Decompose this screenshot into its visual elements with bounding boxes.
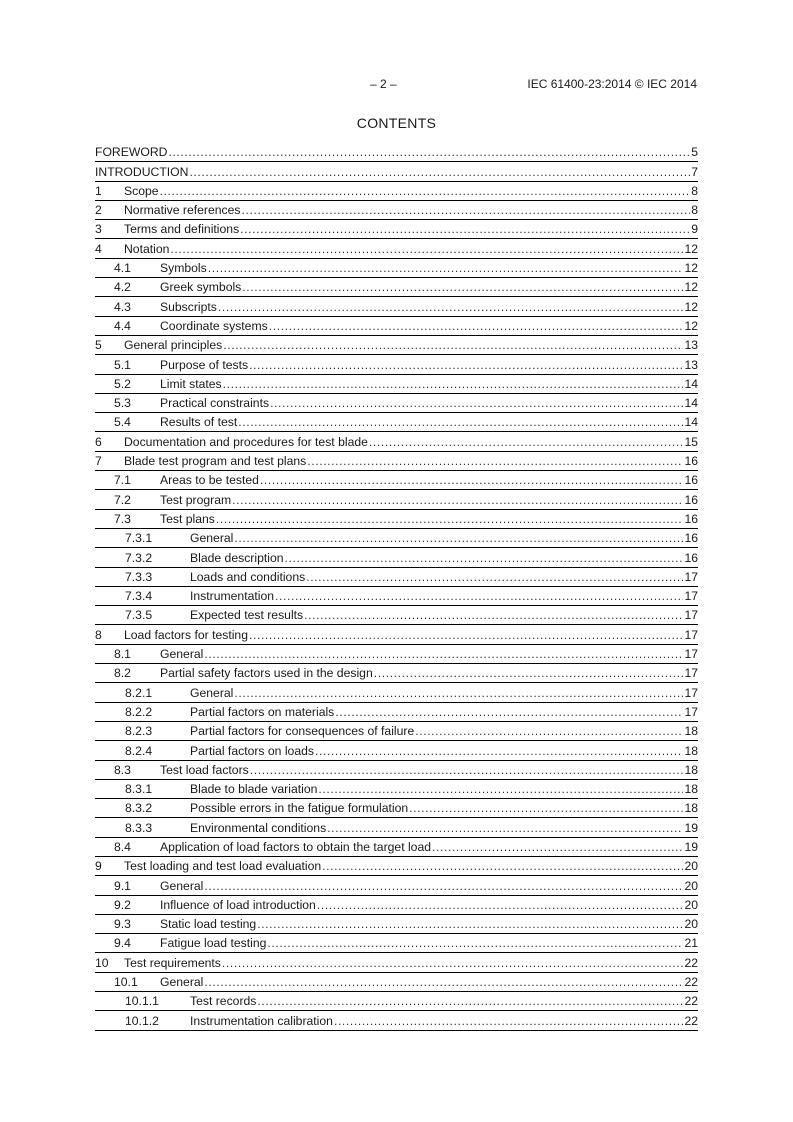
toc-dot-leader — [218, 300, 684, 314]
toc-dot-leader — [223, 377, 684, 391]
toc-entry[interactable] — [95, 452, 698, 471]
toc-dot-leader — [242, 203, 691, 217]
toc-entry-page: 15 — [684, 434, 698, 449]
toc-entry[interactable] — [95, 239, 698, 258]
toc-entry[interactable] — [95, 413, 698, 432]
toc-entry-page: 17 — [684, 627, 698, 642]
toc-entry[interactable] — [95, 780, 698, 799]
toc-entry-title: FOREWORD — [95, 145, 168, 160]
toc-entry-page: 17 — [684, 589, 698, 604]
toc-entry[interactable] — [95, 490, 698, 509]
toc-entry-number: 5.1 — [114, 357, 131, 372]
page-header — [0, 77, 793, 93]
toc-dot-leader — [160, 184, 691, 198]
toc-dot-leader — [257, 994, 683, 1008]
toc-entry-page: 22 — [684, 975, 698, 990]
toc-entry-title: Limit states — [160, 376, 222, 391]
toc-entry-page: 14 — [684, 415, 698, 430]
toc-entry-number: 8.2.1 — [125, 685, 153, 700]
toc-entry-title: Fatigue load testing — [160, 936, 267, 951]
toc-entry-page: 16 — [684, 492, 698, 507]
toc-entry-title: Instrumentation — [190, 589, 275, 604]
toc-entry[interactable] — [95, 934, 698, 953]
toc-dot-leader — [249, 628, 683, 642]
toc-entry-number: 8.1 — [114, 647, 131, 662]
toc-dot-leader — [270, 396, 683, 410]
toc-entry-number: 7.3.1 — [125, 531, 153, 546]
toc-entry[interactable] — [95, 973, 698, 992]
toc-entry[interactable] — [95, 162, 698, 181]
page-number: – 2 – — [370, 77, 397, 91]
toc-entry[interactable] — [95, 625, 698, 644]
toc-entry-number: 9.4 — [114, 936, 131, 951]
toc-entry[interactable] — [95, 201, 698, 220]
toc-entry-number: 7.1 — [114, 473, 131, 488]
toc-dot-leader — [267, 936, 683, 950]
toc-entry-page: 12 — [684, 318, 698, 333]
toc-dot-leader — [204, 879, 683, 893]
toc-entry-number: 7.3.2 — [125, 550, 153, 565]
toc-entry-title: Test records — [190, 994, 257, 1009]
toc-dot-leader — [269, 319, 684, 333]
toc-entry-number: 4.2 — [114, 280, 131, 295]
toc-entry[interactable] — [95, 278, 698, 297]
toc-entry-title: Blade to blade variation — [190, 782, 318, 797]
toc-entry[interactable] — [95, 741, 698, 760]
toc-entry-number: 7.3 — [114, 511, 131, 526]
toc-entry-number: 4.1 — [114, 261, 131, 276]
toc-entry-page: 20 — [684, 917, 698, 932]
toc-entry-number: 4.4 — [114, 318, 131, 333]
toc-entry-title: Partial factors for consequences of failure — [190, 724, 415, 739]
toc-dot-leader — [260, 473, 684, 487]
toc-entry-page: 22 — [684, 994, 698, 1009]
toc-entry-page: 18 — [684, 782, 698, 797]
toc-dot-leader — [432, 840, 683, 854]
toc-entry-title: Static load testing — [160, 917, 257, 932]
toc-dot-leader — [216, 512, 684, 526]
toc-dot-leader — [285, 551, 684, 565]
toc-entry[interactable] — [95, 838, 698, 857]
toc-entry[interactable] — [95, 375, 698, 394]
toc-entry-number: 7.3.4 — [125, 589, 153, 604]
toc-dot-leader — [317, 898, 684, 912]
toc-entry-page: 13 — [684, 338, 698, 353]
toc-entry[interactable] — [95, 471, 698, 490]
toc-dot-leader — [189, 165, 690, 179]
standard-identifier: IEC 61400-23:2014 © IEC 2014 — [527, 77, 697, 91]
toc-entry-number: 7.3.3 — [125, 569, 153, 584]
toc-entry-title: General — [190, 531, 234, 546]
toc-entry[interactable] — [95, 568, 698, 587]
toc-entry-title: Terms and definitions — [124, 222, 240, 237]
toc-dot-leader — [322, 859, 683, 873]
toc-entry[interactable] — [95, 876, 698, 895]
toc-dot-leader — [335, 705, 683, 719]
toc-entry-number: 5.4 — [114, 415, 131, 430]
toc-entry[interactable] — [95, 915, 698, 934]
toc-entry[interactable] — [95, 510, 698, 529]
toc-dot-leader — [306, 570, 683, 584]
table-of-contents — [95, 143, 698, 1031]
toc-dot-leader — [222, 956, 684, 970]
toc-entry-page: 17 — [684, 704, 698, 719]
toc-entry-number: 8 — [95, 627, 102, 642]
toc-entry-title: Application of load factors to obtain the target load — [160, 839, 432, 854]
toc-entry-number: 8.3.3 — [125, 820, 153, 835]
toc-entry-number: 10 — [95, 955, 109, 970]
toc-entry-title: General — [160, 975, 204, 990]
toc-entry-page: 14 — [684, 396, 698, 411]
toc-dot-leader — [250, 763, 684, 777]
toc-entry-number: 9.3 — [114, 917, 131, 932]
toc-entry[interactable] — [95, 992, 698, 1011]
toc-entry-title: Scope — [124, 183, 159, 198]
toc-entry-title: Environmental conditions — [190, 820, 327, 835]
toc-entry-title: Partial factors on materials — [190, 704, 335, 719]
toc-entry-title: General principles — [124, 338, 223, 353]
toc-entry-page: 17 — [684, 647, 698, 662]
toc-entry-page: 18 — [684, 762, 698, 777]
toc-entry-title: Expected test results — [190, 608, 304, 623]
toc-entry-page: 16 — [684, 531, 698, 546]
toc-entry[interactable] — [95, 394, 698, 413]
toc-entry-page: 17 — [684, 685, 698, 700]
toc-entry-page: 19 — [684, 839, 698, 854]
toc-entry-number: 8.2.2 — [125, 704, 153, 719]
toc-dot-leader — [249, 358, 683, 372]
toc-entry-page: 12 — [684, 241, 698, 256]
toc-entry-number: 2 — [95, 203, 102, 218]
toc-entry[interactable] — [95, 818, 698, 837]
toc-entry-number: 5.2 — [114, 376, 131, 391]
toc-entry-number: 10.1.2 — [125, 1013, 159, 1028]
toc-entry-number: 8.2 — [114, 666, 131, 681]
toc-entry-title: Instrumentation calibration — [190, 1013, 333, 1028]
toc-entry-page: 8 — [691, 203, 698, 218]
toc-entry[interactable] — [95, 548, 698, 567]
toc-dot-leader — [327, 821, 683, 835]
toc-entry[interactable] — [95, 664, 698, 683]
toc-dot-leader — [240, 222, 690, 236]
toc-entry[interactable] — [95, 606, 698, 625]
toc-entry-page: 18 — [684, 743, 698, 758]
toc-entry-number: 6 — [95, 434, 102, 449]
toc-entry-page: 17 — [684, 608, 698, 623]
toc-entry[interactable] — [95, 645, 698, 664]
toc-entry-title: Blade test program and test plans — [124, 454, 307, 469]
toc-entry[interactable] — [95, 896, 698, 915]
toc-entry-title: Areas to be tested — [160, 473, 259, 488]
toc-entry[interactable] — [95, 182, 698, 201]
toc-entry[interactable] — [95, 722, 698, 741]
toc-entry[interactable] — [95, 529, 698, 548]
toc-entry-number: 1 — [95, 183, 102, 198]
toc-entry-title: Partial factors on loads — [190, 743, 314, 758]
toc-entry-number: 7.3.5 — [125, 608, 153, 623]
toc-dot-leader — [208, 261, 684, 275]
toc-entry-page: 18 — [684, 801, 698, 816]
toc-entry[interactable] — [95, 1011, 698, 1030]
toc-dot-leader — [170, 242, 683, 256]
page-title: CONTENTS — [356, 115, 437, 131]
toc-entry-page: 20 — [684, 859, 698, 874]
toc-entry-page: 17 — [684, 666, 698, 681]
toc-entry-number: 7.2 — [114, 492, 131, 507]
toc-entry[interactable] — [95, 857, 698, 876]
toc-entry-page: 22 — [684, 955, 698, 970]
toc-entry[interactable] — [95, 432, 698, 451]
toc-entry-title: Symbols — [160, 261, 207, 276]
toc-entry-title: General — [160, 647, 204, 662]
toc-entry-number: 3 — [95, 222, 102, 237]
toc-entry-page: 13 — [684, 357, 698, 372]
toc-entry-page: 21 — [684, 936, 698, 951]
toc-dot-leader — [409, 801, 683, 815]
toc-entry-page: 16 — [684, 550, 698, 565]
toc-entry-page: 8 — [691, 183, 698, 198]
toc-entry-page: 12 — [684, 261, 698, 276]
toc-entry-number: 8.2.4 — [125, 743, 153, 758]
toc-dot-leader — [232, 493, 683, 507]
toc-entry-page: 20 — [684, 897, 698, 912]
toc-dot-leader — [257, 917, 683, 931]
toc-entry-page: 20 — [684, 878, 698, 893]
toc-entry[interactable] — [95, 703, 698, 722]
toc-entry-title: Test load factors — [160, 762, 249, 777]
toc-entry[interactable] — [95, 587, 698, 606]
toc-entry-page: 12 — [684, 280, 698, 295]
toc-entry-title: Test loading and test load evaluation — [124, 859, 322, 874]
toc-entry[interactable] — [95, 761, 698, 780]
toc-entry-title: Influence of load introduction — [160, 897, 316, 912]
toc-entry[interactable] — [95, 317, 698, 336]
toc-entry-title: Possible errors in the fatigue formulation — [190, 801, 409, 816]
toc-dot-leader — [223, 338, 683, 352]
toc-dot-leader — [204, 647, 683, 661]
toc-dot-leader — [304, 608, 683, 622]
toc-entry[interactable] — [95, 355, 698, 374]
toc-entry-title: Test program — [160, 492, 232, 507]
toc-entry-title: Practical constraints — [160, 396, 270, 411]
toc-entry[interactable] — [95, 336, 698, 355]
toc-entry-title: INTRODUCTION — [95, 164, 189, 179]
toc-dot-leader — [374, 666, 684, 680]
toc-entry-number: 5 — [95, 338, 102, 353]
toc-entry-title: Normative references — [124, 203, 241, 218]
toc-entry-number: 7 — [95, 454, 102, 469]
toc-entry[interactable] — [95, 259, 698, 278]
toc-entry-number: 8.3 — [114, 762, 131, 777]
toc-entry-title: General — [160, 878, 204, 893]
toc-entry-page: 16 — [684, 511, 698, 526]
toc-dot-leader — [242, 280, 683, 294]
toc-dot-leader — [234, 531, 683, 545]
toc-entry-title: Blade description — [190, 550, 284, 565]
toc-entry[interactable] — [95, 799, 698, 818]
toc-entry-page: 12 — [684, 299, 698, 314]
toc-entry-title: Notation — [124, 241, 170, 256]
toc-entry-number: 4.3 — [114, 299, 131, 314]
toc-entry-number: 9.1 — [114, 878, 131, 893]
toc-entry-page: 5 — [691, 145, 698, 160]
toc-entry-title: Purpose of tests — [160, 357, 249, 372]
toc-entry-page: 16 — [684, 454, 698, 469]
toc-entry-page: 16 — [684, 473, 698, 488]
toc-dot-leader — [238, 415, 683, 429]
toc-entry-title: Loads and conditions — [190, 569, 306, 584]
toc-entry-page: 17 — [684, 569, 698, 584]
toc-entry[interactable] — [95, 297, 698, 316]
toc-entry-number: 9.2 — [114, 897, 131, 912]
toc-entry-number: 8.3.2 — [125, 801, 153, 816]
toc-entry-title: Load factors for testing — [124, 627, 248, 642]
toc-entry[interactable] — [95, 143, 698, 162]
toc-entry[interactable] — [95, 683, 698, 702]
toc-dot-leader — [307, 454, 683, 468]
toc-dot-leader — [318, 782, 683, 796]
toc-entry[interactable] — [95, 953, 698, 972]
toc-entry-number: 10.1.1 — [125, 994, 159, 1009]
toc-entry-number: 10.1 — [114, 975, 138, 990]
toc-entry-title: Documentation and procedures for test blade — [124, 434, 368, 449]
toc-entry-number: 8.3.1 — [125, 782, 153, 797]
toc-entry-title: Subscripts — [160, 299, 217, 314]
toc-entry-title: Coordinate systems — [160, 318, 268, 333]
toc-entry-number: 5.3 — [114, 396, 131, 411]
toc-dot-leader — [204, 975, 683, 989]
toc-entry-number: 4 — [95, 241, 102, 256]
toc-entry-page: 18 — [684, 724, 698, 739]
toc-dot-leader — [234, 686, 683, 700]
toc-entry-title: General — [190, 685, 234, 700]
toc-entry-page: 9 — [691, 222, 698, 237]
toc-entry-title: Greek symbols — [160, 280, 242, 295]
toc-dot-leader — [415, 724, 683, 738]
toc-entry-title: Partial safety factors used in the design — [160, 666, 373, 681]
toc-entry-title: Test plans — [160, 511, 215, 526]
toc-entry-title: Results of test — [160, 415, 238, 430]
toc-dot-leader — [334, 1014, 683, 1028]
toc-entry-page: 22 — [684, 1013, 698, 1028]
toc-entry-title: Test requirements — [124, 955, 221, 970]
toc-dot-leader — [168, 145, 690, 159]
toc-entry-page: 7 — [691, 164, 698, 179]
toc-entry-number: 9 — [95, 859, 102, 874]
toc-entry-page: 19 — [684, 820, 698, 835]
toc-entry-number: 8.4 — [114, 839, 131, 854]
toc-dot-leader — [369, 435, 684, 449]
toc-entry-number: 8.2.3 — [125, 724, 153, 739]
toc-entry-page: 14 — [684, 376, 698, 391]
toc-dot-leader — [275, 589, 683, 603]
toc-dot-leader — [315, 744, 683, 758]
toc-entry[interactable] — [95, 220, 698, 239]
